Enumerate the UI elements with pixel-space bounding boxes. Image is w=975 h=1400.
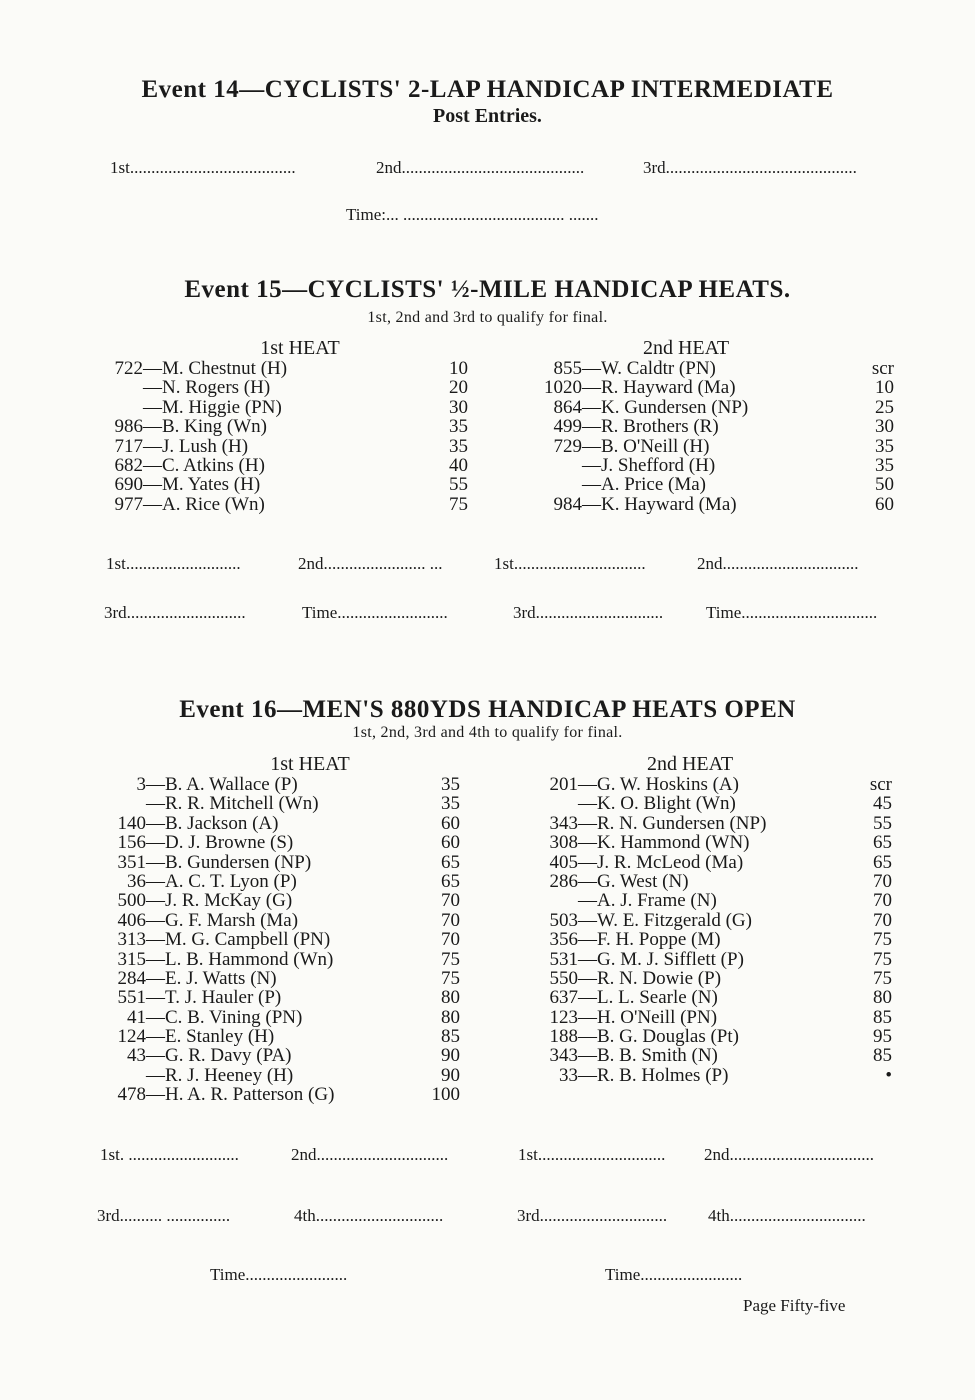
entry-name: R. N. Gundersen (NP) [597, 812, 767, 834]
entry-dash: — [578, 967, 597, 989]
entry-dash: — [143, 454, 162, 476]
entry-name: T. J. Hauler (P) [165, 987, 282, 1009]
entry-handicap: 35 [875, 454, 894, 476]
entry-handicap: 65 [873, 832, 892, 854]
heat-entry [540, 872, 900, 891]
heat-heading: 2nd HEAT [642, 337, 730, 359]
event16-heat1-first: 1st. .......................... [100, 1145, 239, 1164]
entry-handicap: 75 [873, 929, 892, 951]
event15-title: Event 15—CYCLISTS' ½-MILE HANDICAP HEATS. [184, 276, 791, 303]
heat-entry-list [540, 775, 900, 1085]
event16-heat1 [100, 755, 470, 1105]
entry-dash: — [582, 396, 601, 418]
entry-dash: — [146, 774, 165, 795]
entry-name: R. Hayward (Ma) [601, 377, 736, 399]
entry-number: 33 [559, 1064, 578, 1086]
entry-dash: — [578, 1064, 597, 1086]
entry-name: M. G. Campbell (PN) [165, 929, 331, 951]
entry-number: 855 [553, 358, 582, 379]
entry-number: 682 [114, 454, 143, 476]
entry-number: 977 [114, 493, 143, 515]
heat-entry [540, 988, 900, 1007]
heat-entry [536, 437, 896, 456]
heat-entry [536, 378, 896, 397]
entry-name: E. J. Watts (N) [165, 967, 277, 989]
heat-entry [540, 1046, 900, 1065]
entry-handicap: 90 [441, 1064, 460, 1086]
entry-handicap: 100 [431, 1084, 460, 1106]
entry-number: 478 [117, 1084, 146, 1106]
heat-entry [105, 456, 475, 475]
entry-name: E. Stanley (H) [165, 1026, 275, 1048]
entry-handicap: 35 [449, 435, 468, 457]
event14-title: Event 14—CYCLISTS' 2-LAP HANDICAP INTERMEDIATE [141, 76, 834, 103]
entry-number: 43 [127, 1045, 146, 1067]
heat-entry [540, 853, 900, 872]
entry-handicap: 35 [441, 774, 460, 795]
entry-handicap: 75 [441, 967, 460, 989]
entry-dash: — [578, 948, 597, 970]
entry-dash: — [143, 358, 162, 379]
heat-entry [105, 378, 475, 397]
heat-entry-list [100, 775, 470, 1105]
entry-dash: — [146, 1045, 165, 1067]
entry-number: 356 [549, 929, 578, 951]
entry-dash: — [143, 435, 162, 457]
entry-name: L. L. Searle (N) [597, 987, 718, 1009]
event15-qualify-note: 1st, 2nd and 3rd to qualify for final. [367, 309, 608, 326]
entry-number: 41 [127, 1006, 146, 1028]
entry-handicap: 80 [441, 987, 460, 1009]
entry-dash: — [146, 851, 165, 873]
heat-entry [100, 1066, 470, 1085]
entry-number: 343 [549, 812, 578, 834]
entry-dash: — [582, 377, 601, 399]
entry-dash: — [578, 929, 597, 951]
heat-entry [100, 833, 470, 852]
entry-handicap: 70 [873, 870, 892, 892]
entry-number: 308 [549, 832, 578, 854]
event15-heat2-second: 2nd................................ [697, 554, 859, 573]
entry-handicap: 65 [873, 851, 892, 873]
entry-name: H. A. R. Patterson (G) [165, 1084, 335, 1106]
event16-heat2-fourth: 4th................................ [708, 1206, 866, 1225]
entry-name: J. R. McLeod (Ma) [597, 851, 744, 873]
entry-handicap: 10 [875, 377, 894, 399]
entry-handicap: 35 [875, 435, 894, 457]
entry-number: 315 [117, 948, 146, 970]
entry-dash: — [146, 929, 165, 951]
heat-entry [100, 814, 470, 833]
entry-handicap: 55 [449, 474, 468, 496]
entry-dash: — [578, 793, 597, 815]
heat-entry [100, 853, 470, 872]
entry-dash: — [578, 812, 597, 834]
entry-name: H. O'Neill (PN) [597, 1006, 718, 1028]
entry-dash: — [146, 1006, 165, 1028]
entry-handicap: 85 [441, 1026, 460, 1048]
entry-number: 550 [549, 967, 578, 989]
heat-entry [536, 359, 896, 378]
heat-entry [540, 814, 900, 833]
event15-heat2-third: 3rd.............................. [513, 603, 664, 622]
heat-entry [536, 495, 896, 514]
heat-entry [105, 417, 475, 436]
entry-handicap: 80 [873, 987, 892, 1009]
entry-name: M. Higgie (PN) [162, 396, 282, 418]
entry-handicap: 75 [873, 967, 892, 989]
entry-handicap: 50 [875, 474, 894, 496]
entry-handicap: scr [871, 358, 894, 379]
entry-handicap: 70 [873, 909, 892, 931]
entry-name: K. O. Blight (Wn) [597, 793, 736, 815]
event15-heat2-first: 1st............................... [494, 554, 646, 573]
entry-number: 500 [117, 890, 146, 912]
entry-dash: — [146, 909, 165, 931]
event15-heat1 [105, 339, 475, 514]
heat-entry [100, 988, 470, 1007]
entry-number: 551 [117, 987, 146, 1009]
event16-heat2-third: 3rd.............................. [517, 1206, 668, 1225]
entry-number: 406 [117, 909, 146, 931]
entry-name: K. Hayward (Ma) [601, 493, 737, 515]
entry-dash: — [578, 987, 597, 1009]
entry-dash: — [143, 377, 162, 399]
entry-name: K. Hammond (WN) [597, 832, 750, 854]
heat-entry [100, 891, 470, 910]
entry-name: G. R. Davy (PA) [165, 1045, 292, 1067]
entry-name: M. Yates (H) [162, 474, 261, 496]
entry-dash: — [582, 416, 601, 438]
entry-dash: — [578, 851, 597, 873]
entry-handicap: 35 [441, 793, 460, 815]
entry-dash: — [143, 396, 162, 418]
heat-entry [100, 1027, 470, 1046]
heat-heading: 1st HEAT [270, 753, 350, 775]
heat-entry [100, 794, 470, 813]
entry-number: 140 [117, 812, 146, 834]
heat-entry [540, 1066, 900, 1085]
event14-time-line: Time:... ...................................... ....... [346, 205, 599, 224]
entry-dash: — [146, 1026, 165, 1048]
entry-name: D. J. Browne (S) [165, 832, 294, 854]
entry-number: 722 [114, 358, 143, 379]
heat-entry [536, 398, 896, 417]
entry-number: 284 [117, 967, 146, 989]
entry-number: 156 [117, 832, 146, 854]
entry-dash: — [143, 493, 162, 515]
entry-handicap: 85 [873, 1006, 892, 1028]
entry-handicap: 70 [873, 890, 892, 912]
heat-entry [100, 969, 470, 988]
entry-name: G. M. J. Sifflett (P) [597, 948, 744, 970]
entry-name: B. B. Smith (N) [597, 1045, 718, 1067]
event16-heat1-fourth: 4th.............................. [294, 1206, 444, 1225]
event14-second-line: 2nd........................................... [376, 158, 585, 177]
entry-handicap: 55 [873, 812, 892, 834]
entry-number: 986 [114, 416, 143, 438]
heat-entry [105, 359, 475, 378]
event16-heat2-second: 2nd.................................. [704, 1145, 874, 1164]
entry-number: 188 [549, 1026, 578, 1048]
entry-dash: — [582, 474, 601, 496]
entry-name: M. Chestnut (H) [162, 358, 288, 379]
entry-name: G. West (N) [597, 870, 689, 892]
entry-dash: — [146, 870, 165, 892]
heat-entry [105, 437, 475, 456]
entry-name: F. H. Poppe (M) [597, 929, 721, 951]
event14-first-line: 1st....................................... [110, 158, 296, 177]
entry-dash: — [146, 812, 165, 834]
page-number: Page Fifty-five [743, 1296, 846, 1315]
heat-entry-list [536, 359, 896, 514]
heat-entry [100, 1046, 470, 1065]
entry-name: G. W. Hoskins (A) [597, 774, 739, 795]
event14-third-line: 3rd............................................. [643, 158, 857, 177]
entry-handicap: 75 [873, 948, 892, 970]
entry-number: 3 [136, 774, 146, 795]
event16-heat1-second: 2nd............................... [291, 1145, 449, 1164]
entry-dash: — [578, 870, 597, 892]
entry-number: 729 [553, 435, 582, 457]
entry-handicap: 70 [441, 890, 460, 912]
entry-handicap: 95 [873, 1026, 892, 1048]
entry-name: G. F. Marsh (Ma) [165, 909, 299, 931]
entry-number: 123 [549, 1006, 578, 1028]
event16-heat2-first: 1st.............................. [518, 1145, 666, 1164]
entry-name: J. Lush (H) [162, 435, 249, 457]
heat-entry [105, 495, 475, 514]
heat-entry [100, 1085, 470, 1104]
entry-number: 351 [117, 851, 146, 873]
heat-entry [540, 1008, 900, 1027]
heat-entry [540, 969, 900, 988]
entry-number: 1020 [544, 377, 582, 399]
entry-name: R. B. Holmes (P) [597, 1064, 729, 1086]
entry-name: L. B. Hammond (Wn) [165, 948, 334, 970]
entry-name: R. N. Dowie (P) [597, 967, 722, 989]
entry-dash: — [146, 832, 165, 854]
entry-number: 864 [553, 396, 582, 418]
entry-number: 286 [549, 870, 578, 892]
entry-name: B. A. Wallace (P) [165, 774, 298, 795]
event14-subtitle: Post Entries. [433, 105, 542, 127]
heat-entry [100, 911, 470, 930]
heat-entry [540, 794, 900, 813]
entry-number: 36 [127, 870, 146, 892]
event16-qualify-note: 1st, 2nd, 3rd and 4th to qualify for final. [352, 724, 623, 741]
entry-name: C. Atkins (H) [162, 454, 265, 476]
entry-number: 201 [549, 774, 578, 795]
heat-entry [105, 475, 475, 494]
entry-number: 531 [549, 948, 578, 970]
event15-heat2 [536, 339, 896, 514]
entry-number: 717 [114, 435, 143, 457]
heat-entry-list [105, 359, 475, 514]
heat-entry [540, 950, 900, 969]
entry-name: W. E. Fitzgerald (G) [597, 909, 752, 931]
heat-entry [540, 833, 900, 852]
entry-dash: — [578, 1026, 597, 1048]
event15-heat1-time: Time.......................... [302, 603, 448, 622]
entry-name: K. Gundersen (NP) [601, 396, 749, 418]
entry-name: C. B. Vining (PN) [165, 1006, 303, 1028]
entry-dash: — [143, 416, 162, 438]
entry-dash: — [146, 948, 165, 970]
heat-entry [105, 398, 475, 417]
heat-entry [540, 930, 900, 949]
entry-handicap: 75 [441, 948, 460, 970]
entry-handicap: 30 [449, 396, 468, 418]
entry-dash: — [582, 454, 601, 476]
entry-dash: — [578, 832, 597, 854]
entry-number: 690 [114, 474, 143, 496]
heat-entry [540, 775, 900, 794]
entry-name: B. O'Neill (H) [601, 435, 710, 457]
entry-dash: — [146, 987, 165, 1009]
entry-dash: — [143, 474, 162, 496]
entry-dash: — [582, 493, 601, 515]
heat-entry [536, 456, 896, 475]
entry-dash: — [146, 1084, 165, 1106]
entry-handicap: 10 [449, 358, 468, 379]
entry-handicap: 70 [441, 909, 460, 931]
entry-number: 499 [553, 416, 582, 438]
entry-handicap: 45 [873, 793, 892, 815]
entry-name: A. Price (Ma) [601, 474, 706, 496]
entry-number: 124 [117, 1026, 146, 1048]
entry-handicap: 30 [875, 416, 894, 438]
entry-dash: — [146, 793, 165, 815]
entry-handicap: 85 [873, 1045, 892, 1067]
entry-handicap: • [885, 1064, 892, 1086]
entry-number: 503 [549, 909, 578, 931]
entry-handicap: 75 [449, 493, 468, 515]
event16-title: Event 16—MEN'S 880YDS HANDICAP HEATS OPEN [179, 696, 796, 723]
heat-entry [540, 911, 900, 930]
entry-name: J. Shefford (H) [601, 454, 716, 476]
entry-handicap: 60 [441, 832, 460, 854]
entry-dash: — [146, 1064, 165, 1086]
entry-dash: — [578, 890, 597, 912]
entry-name: J. R. McKay (G) [165, 890, 293, 912]
entry-name: R. Brothers (R) [601, 416, 719, 438]
entry-number: 637 [549, 987, 578, 1009]
entry-handicap: 65 [441, 851, 460, 873]
heat-entry [100, 872, 470, 891]
entry-dash: — [578, 909, 597, 931]
entry-handicap: 40 [449, 454, 468, 476]
heat-entry [536, 417, 896, 436]
entry-handicap: 90 [441, 1045, 460, 1067]
heat-heading: 1st HEAT [260, 337, 340, 359]
event15-heat2-time: Time................................ [706, 603, 878, 622]
entry-handicap: 60 [875, 493, 894, 515]
entry-dash: — [578, 1045, 597, 1067]
entry-dash: — [578, 774, 597, 795]
entry-dash: — [146, 890, 165, 912]
event16-heat1-time: Time........................ [210, 1265, 348, 1284]
entry-name: B. King (Wn) [162, 416, 268, 438]
heat-entry [536, 475, 896, 494]
entry-name: B. Gundersen (NP) [165, 851, 312, 873]
event16-heat2-time: Time........................ [605, 1265, 743, 1284]
entry-handicap: 60 [441, 812, 460, 834]
entry-handicap: 35 [449, 416, 468, 438]
entry-name: R. J. Heeney (H) [165, 1064, 294, 1086]
entry-name: A. C. T. Lyon (P) [165, 870, 297, 892]
entry-dash: — [578, 1006, 597, 1028]
heat-entry [540, 891, 900, 910]
entry-handicap: 70 [441, 929, 460, 951]
heat-entry [100, 1008, 470, 1027]
entry-name: A. J. Frame (N) [597, 890, 717, 912]
event15-heat1-third: 3rd............................ [104, 603, 246, 622]
entry-name: R. R. Mitchell (Wn) [165, 793, 319, 815]
entry-number: 343 [549, 1045, 578, 1067]
entry-handicap: 20 [449, 377, 468, 399]
heat-entry [100, 775, 470, 794]
event16-heat1-third: 3rd.......... ............... [97, 1206, 231, 1225]
entry-dash: — [582, 358, 601, 379]
entry-handicap: scr [869, 774, 892, 795]
entry-dash: — [146, 967, 165, 989]
event15-heat1-second: 2nd........................ ... [298, 554, 443, 573]
entry-number: 313 [117, 929, 146, 951]
entry-number: 405 [549, 851, 578, 873]
heat-heading: 2nd HEAT [646, 753, 734, 775]
entry-name: W. Caldtr (PN) [601, 358, 716, 379]
heat-entry [100, 930, 470, 949]
entry-name: B. G. Douglas (Pt) [597, 1026, 739, 1048]
entry-number: 984 [553, 493, 582, 515]
entry-name: B. Jackson (A) [165, 812, 279, 834]
heat-entry [540, 1027, 900, 1046]
entry-handicap: 25 [875, 396, 894, 418]
entry-handicap: 65 [441, 870, 460, 892]
event15-heat1-first: 1st........................... [106, 554, 241, 573]
heat-entry [100, 950, 470, 969]
entry-dash: — [582, 435, 601, 457]
entry-handicap: 80 [441, 1006, 460, 1028]
entry-name: A. Rice (Wn) [162, 493, 265, 515]
event16-heat2 [540, 755, 900, 1085]
entry-name: N. Rogers (H) [162, 377, 271, 399]
